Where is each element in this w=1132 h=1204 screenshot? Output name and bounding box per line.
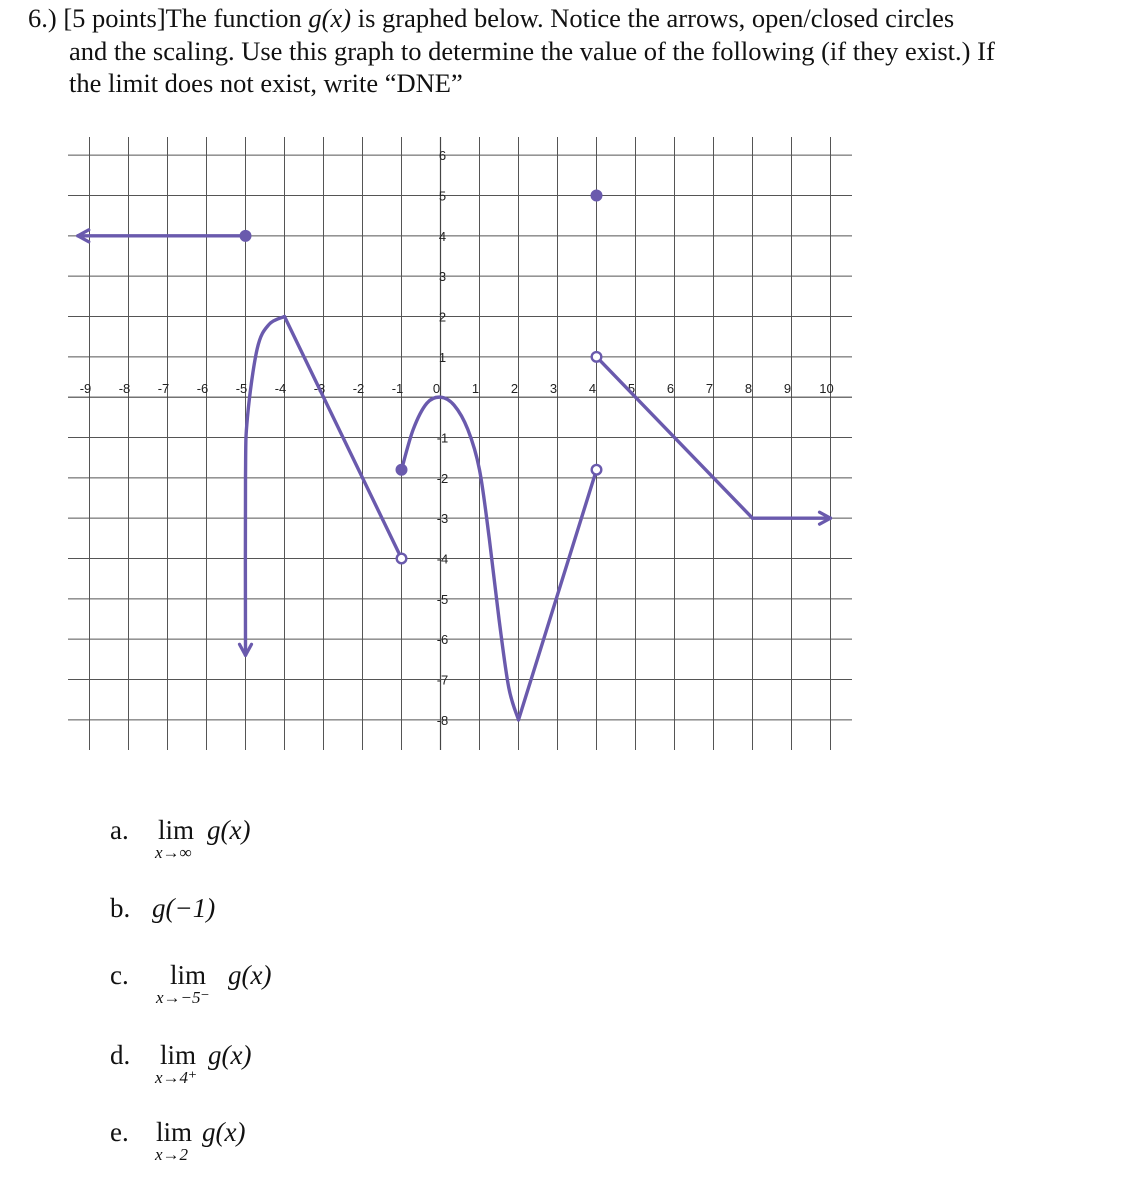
function-name: g bbox=[308, 3, 322, 33]
part-e-lim: lim bbox=[156, 1117, 193, 1147]
y-tick-label--2: -2 bbox=[436, 470, 449, 486]
x-tick-label--9: -9 bbox=[79, 381, 92, 397]
closed-point-neg5-4 bbox=[240, 230, 251, 241]
x-tick-label--4: -4 bbox=[274, 381, 287, 397]
y-tick-label-5: 5 bbox=[438, 188, 447, 204]
part-a-expression: g(x) bbox=[207, 815, 251, 845]
y-tick-label--5: -5 bbox=[436, 591, 449, 607]
part-a-subscript: x→∞ bbox=[155, 843, 192, 862]
closed-point-neg1-neg1.8 bbox=[396, 464, 407, 475]
x-tick-label-0: 0 bbox=[432, 381, 441, 397]
open-point-neg1-neg4 bbox=[397, 554, 407, 564]
y-tick-label-3: 3 bbox=[438, 269, 447, 285]
part-c-lim: lim bbox=[170, 960, 207, 990]
x-tick-label-6: 6 bbox=[666, 381, 675, 397]
x-tick-label--7: -7 bbox=[157, 381, 170, 397]
x-tick-label--2: -2 bbox=[352, 381, 365, 397]
question-line1-a: The function bbox=[165, 3, 309, 33]
y-tick-label-4: 4 bbox=[438, 228, 447, 244]
part-a-lim: lim bbox=[158, 815, 195, 845]
part-e-subscript: x→2 bbox=[155, 1145, 189, 1164]
x-tick-label--5: -5 bbox=[235, 381, 248, 397]
y-tick-label--1: -1 bbox=[436, 430, 449, 446]
question-line3: the limit does not exist, write “DNE” bbox=[69, 68, 463, 98]
x-tick-label-9: 9 bbox=[783, 381, 792, 397]
grid bbox=[68, 137, 852, 750]
part-b-label: b. bbox=[110, 893, 131, 923]
part-c-subscript: x→−5⁻ bbox=[156, 988, 210, 1007]
function-variable: (x) bbox=[321, 3, 352, 33]
y-tick-label-6: 6 bbox=[438, 148, 447, 164]
y-tick-label-1: 1 bbox=[438, 349, 447, 365]
y-tick-label-2: 2 bbox=[438, 309, 447, 325]
y-tick-label--4: -4 bbox=[436, 551, 449, 567]
question-points: [5 points] bbox=[63, 3, 166, 33]
y-tick-label--6: -6 bbox=[436, 632, 449, 648]
y-tick-label--7: -7 bbox=[436, 672, 449, 688]
x-tick-label-3: 3 bbox=[549, 381, 558, 397]
x-tick-label-8: 8 bbox=[744, 381, 753, 397]
open-point-4-neg1.8 bbox=[592, 465, 602, 475]
function-curves bbox=[78, 230, 834, 720]
question-line2: and the scaling. Use this graph to determine the value of the following (if they exist.) If bbox=[69, 35, 995, 66]
x-tick-label-5: 5 bbox=[627, 381, 636, 397]
part-d-subscript: x→4⁺ bbox=[155, 1068, 198, 1087]
x-tick-label--8: -8 bbox=[118, 381, 131, 397]
x-tick-label-4: 4 bbox=[588, 381, 597, 397]
y-tick-label--3: -3 bbox=[436, 511, 449, 527]
question-text bbox=[28, 2, 1118, 100]
x-tick-label-10: 10 bbox=[819, 381, 834, 397]
x-tick-label--6: -6 bbox=[196, 381, 209, 397]
question-line1-b: is graphed below. Notice the arrows, open/closed circles bbox=[351, 3, 955, 33]
part-c-label: c. bbox=[110, 960, 129, 990]
part-e-label: e. bbox=[110, 1117, 129, 1147]
part-b-expression: g(−1) bbox=[152, 893, 216, 923]
part-d-expression: g(x) bbox=[208, 1040, 252, 1070]
function-points bbox=[240, 190, 602, 563]
x-tick-label-2: 2 bbox=[510, 381, 519, 397]
function-graph bbox=[60, 125, 860, 750]
x-tick-label--3: -3 bbox=[313, 381, 326, 397]
part-a-label: a. bbox=[110, 815, 129, 845]
part-d-label: d. bbox=[110, 1040, 131, 1070]
y-tick-label--8: -8 bbox=[436, 712, 449, 728]
open-point-4-1 bbox=[592, 352, 602, 362]
x-tick-label--1: -1 bbox=[391, 381, 404, 397]
closed-point-4-5 bbox=[591, 190, 602, 201]
x-tick-label-1: 1 bbox=[471, 381, 480, 397]
segment-curve-up bbox=[245, 317, 284, 656]
x-tick-label-7: 7 bbox=[705, 381, 714, 397]
part-e-expression: g(x) bbox=[202, 1117, 246, 1147]
question-number: 6.) bbox=[28, 3, 57, 33]
part-c-expression: g(x) bbox=[228, 960, 272, 990]
part-d-lim: lim bbox=[160, 1040, 197, 1070]
